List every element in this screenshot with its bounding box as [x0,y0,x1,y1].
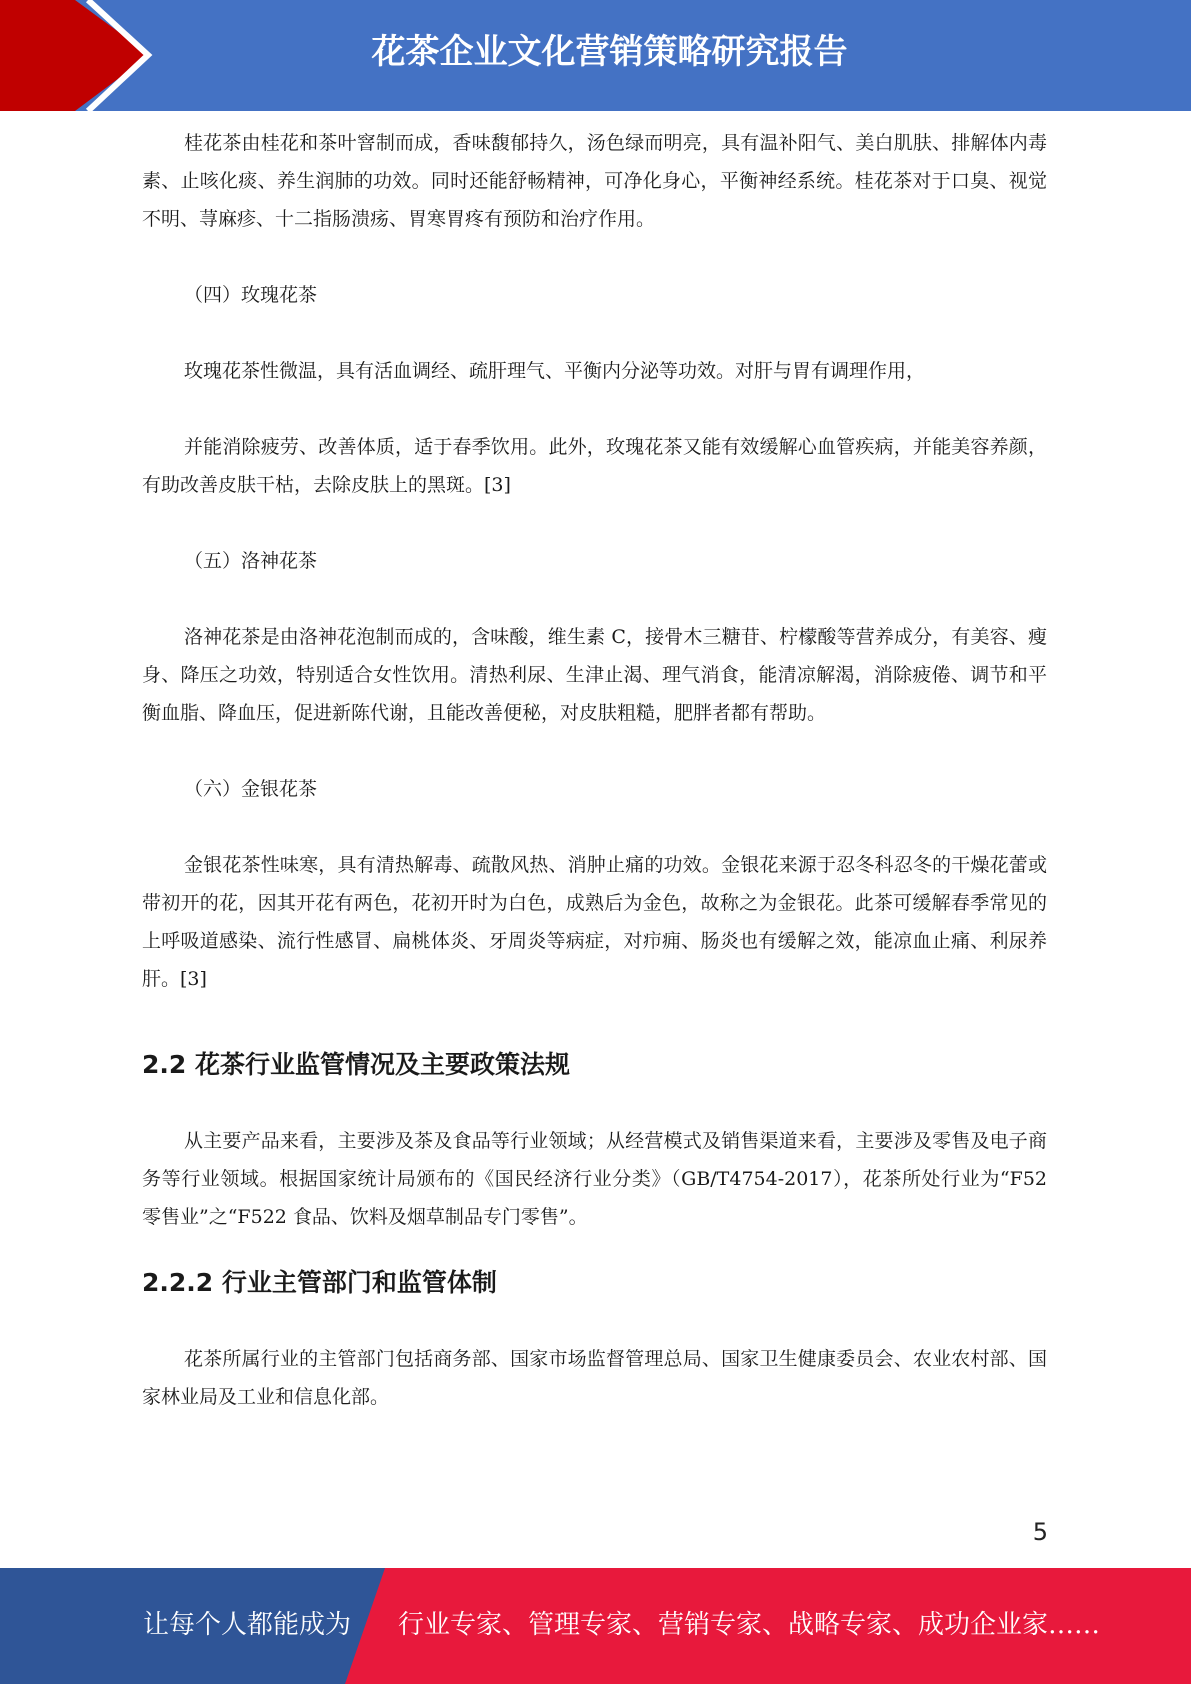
page-header [0,0,1191,111]
paragraph-roselle-tea: 洛神花茶是由洛神花泡制而成的，含味酸，维生素 C，接骨木三糖苷、柠檬酸等营养成分，有美容、瘦身、降压之功效，特别适合女性饮用。清热利尿、生津止渴、理气消食，能清凉解渴，消除疲倦、调节和平衡血脂、降血压，促进新陈代谢，且能改善便秘，对皮肤粗糙，肥胖者都有帮助。 [142,626,1047,724]
section-heading-2-2: 2.2 花茶行业监管情况及主要政策法规 [142,1050,570,1079]
subheading-rose-tea: （四）玫瑰花茶 [184,284,318,306]
paragraph-industry-classification: 从主要产品来看，主要涉及茶及食品等行业领域；从经营模式及销售渠道来看，主要涉及零售及电子商务等行业领域。根据国家统计局颁布的《国民经济行业分类》（GB/T4754-2017），花茶所处行业为“F52 零售业”之“F522 食品、饮料及烟草制品专门零售”。 [142,1130,1047,1228]
report-title: 花茶企业文化营销策略研究报告 [371,32,848,72]
paragraph-osmanthus-tea: 桂花茶由桂花和茶叶窨制而成，香味馥郁持久，汤色绿而明亮，具有温补阳气、美白肌肤、排解体内毒素、止咳化痰、养生润肺的功效。同时还能舒畅精神，可净化身心，平衡神经系统。桂花茶对于口臭、视觉不明、荨麻疹、十二指肠溃疡、胃寒胃疼有预防和治疗作用。 [142,132,1047,230]
paragraph-rose-tea-1: 玫瑰花茶性微温，具有活血调经、疏肝理气、平衡内分泌等功效。对肝与胃有调理作用， [184,360,926,382]
paragraph-regulators: 花茶所属行业的主管部门包括商务部、国家市场监督管理总局、国家卫生健康委员会、农业农村部、国家林业局及工业和信息化部。 [142,1348,1047,1408]
footer-slogan-right: 行业专家、管理专家、营销专家、战略专家、成功企业家…… [398,1610,1101,1640]
page-footer [0,1568,1191,1684]
paragraph-honeysuckle-tea: 金银花茶性味寒，具有清热解毒、疏散风热、消肿止痛的功效。金银花来源于忍冬科忍冬的干燥花蕾或带初开的花，因其开花有两色，花初开时为白色，成熟后为金色，故称之为金银花。此茶可缓解春季常见的上呼吸道感染、流行性感冒、扁桃体炎、牙周炎等病症，对疖痈、肠炎也有缓解之效，能凉血止痛、利尿养肝。[3] [142,854,1047,990]
footer-slogan-left: 让每个人都能成为 [143,1610,352,1640]
document-body [142,124,1047,1416]
subheading-honeysuckle-tea: （六）金银花茶 [184,778,318,800]
section-heading-2-2-2: 2.2.2 行业主管部门和监管体制 [142,1268,497,1297]
page-number: 5 [1032,1518,1048,1546]
subheading-roselle-tea: （五）洛神花茶 [184,550,318,572]
paragraph-rose-tea-2: 并能消除疲劳、改善体质，适于春季饮用。此外，玫瑰花茶又能有效缓解心血管疾病，并能美容养颜，有助改善皮肤干枯，去除皮肤上的黑斑。[3] [142,436,1047,496]
